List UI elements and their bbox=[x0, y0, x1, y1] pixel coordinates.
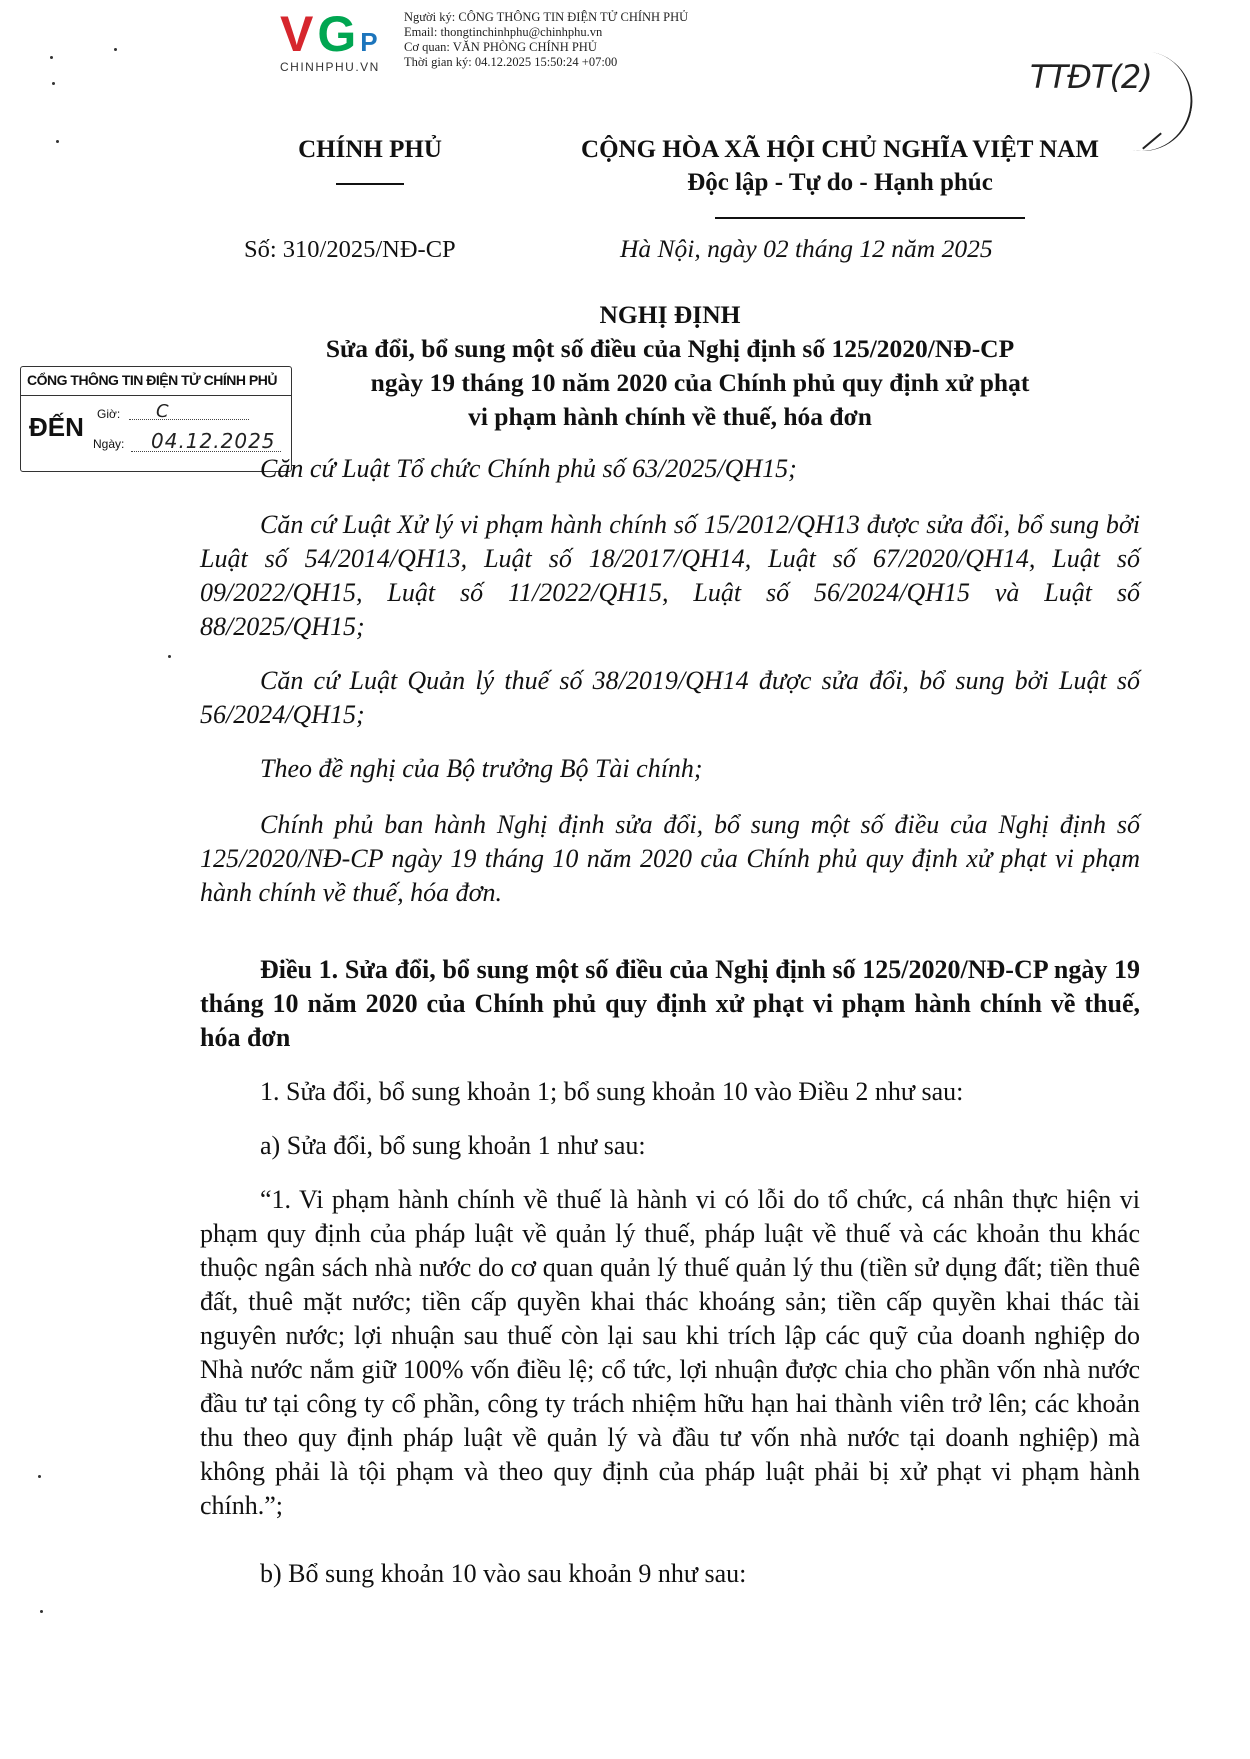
national-motto: Độc lập - Tự do - Hạnh phúc bbox=[687, 169, 993, 196]
title-line-3: vi phạm hành chính về thuế, hóa đơn bbox=[468, 402, 872, 431]
document-date: Hà Nội, ngày 02 tháng 12 năm 2025 bbox=[620, 234, 993, 263]
issuer-name: CHÍNH PHỦ bbox=[298, 136, 442, 163]
stamp-gio-dots bbox=[129, 419, 249, 420]
article-1-heading: Điều 1. Sửa đổi, bổ sung một số điều của Nghị định số 125/2020/NĐ-CP ngày 19 tháng 10 năm 2020 của Chính phủ quy định xử phạt vi phạm hành chính về thuế, hóa đơn bbox=[200, 955, 1140, 1052]
article-1-item-1: 1. Sửa đổi, bổ sung khoản 1; bổ sung khoản 10 vào Điều 2 như sau: bbox=[260, 1077, 964, 1106]
logo-letter-g: G bbox=[317, 6, 361, 62]
stamp-gio-value: C bbox=[156, 401, 169, 422]
stamp-agency: CỔNG THÔNG TIN ĐIỆN TỬ CHÍNH PHỦ bbox=[27, 372, 277, 388]
logo-letter-p: P bbox=[360, 27, 382, 57]
stamp-gio-label: Giờ: bbox=[97, 407, 121, 421]
scan-mark bbox=[38, 1475, 41, 1478]
stamp-den: ĐẾN bbox=[29, 412, 84, 442]
sign-time-line: Thời gian ký: 04.12.2025 15:50:24 +07:00 bbox=[404, 55, 618, 69]
scan-mark bbox=[40, 1610, 43, 1613]
preamble-4: Theo đề nghị của Bộ trưởng Bộ Tài chính; bbox=[260, 754, 703, 783]
logo-letter-v: V bbox=[280, 6, 318, 62]
scan-mark bbox=[50, 56, 53, 59]
vgp-logo bbox=[280, 4, 382, 64]
preamble-1: Căn cứ Luật Tổ chức Chính phủ số 63/2025/QH15; bbox=[260, 454, 797, 483]
agency-line: Cơ quan: VĂN PHÒNG CHÍNH PHỦ bbox=[404, 40, 597, 54]
national-title: CỘNG HÒA XÃ HỘI CHỦ NGHĨA VIỆT NAM bbox=[581, 136, 1099, 163]
title-line-2: ngày 19 tháng 10 năm 2020 của Chính phủ quy định xử phạt bbox=[370, 368, 1030, 397]
issuer-underline bbox=[336, 183, 404, 185]
stamp-ngay-label: Ngày: bbox=[93, 437, 125, 451]
document-number: Số: 310/2025/NĐ-CP bbox=[244, 236, 456, 263]
preamble-3: Căn cứ Luật Quản lý thuế số 38/2019/QH14 được sửa đổi, bổ sung bởi Luật số 56/2024/QH15; bbox=[200, 666, 1140, 729]
scan-mark bbox=[56, 140, 59, 143]
article-1-quote: “1. Vi phạm hành chính về thuế là hành vi có lỗi do tổ chức, cá nhân thực hiện vi phạm quy định của pháp luật về quản lý thuế, pháp luật về thuế và các khoản thu khác thuộc ngân sách nhà nước do cơ quan quản lý thuế quản lý thu (tiền sử dụng đất; tiền thuê đất, thuê mặt nước; tiền cấp quyền khai thác khoáng sản; tiền cấp quyền khai thác tài nguyên nước; lợi nhuận sau thuế còn lại sau khi trích lập các quỹ của doanh nghiệp do Nhà nước nắm giữ 100% vốn điều lệ; cổ tức, lợi nhuận được chia cho phần vốn nhà nước đầu tư tại công ty cổ phần, công ty trách nhiệm hữu hạn hai thành viên trở lên; các khoản thu theo quy định pháp luật về quản lý và đầu tư vốn nhà nước tại doanh nghiệp) mà không phải là tội phạm và theo quy định của pháp luật phải bị xử phạt vi phạm hành chính.”; bbox=[200, 1185, 1140, 1520]
scan-mark bbox=[168, 655, 171, 658]
motto-underline bbox=[715, 217, 1025, 219]
title-line-1: Sửa đổi, bổ sung một số điều của Nghị định số 125/2020/NĐ-CP bbox=[325, 334, 1015, 363]
stamp-divider bbox=[21, 395, 291, 396]
document-type: NGHỊ ĐỊNH bbox=[599, 300, 741, 329]
preamble-2: Căn cứ Luật Xử lý vi phạm hành chính số 15/2012/QH13 được sửa đổi, bổ sung bởi Luật số 54/2014/QH13, Luật số 18/2017/QH14, Luật số 67/2020/QH14, Luật số 09/2022/QH15, Luật số 11/2022/QH15, Luật số 56/2024/QH15 và Luật số 88/2025/QH15; bbox=[200, 510, 1140, 641]
signer-line: Người ký: CÔNG THÔNG TIN ĐIỆN TỬ CHÍNH PHỦ bbox=[404, 10, 689, 24]
logo-subtitle: CHINHPHU.VN bbox=[280, 60, 380, 74]
digital-signature-info bbox=[404, 10, 688, 70]
scan-mark bbox=[52, 82, 55, 85]
stamp-ngay-value: 04.12.2025 bbox=[151, 429, 276, 453]
scan-mark bbox=[114, 48, 117, 51]
preamble-5: Chính phủ ban hành Nghị định sửa đổi, bổ sung một số điều của Nghị định số 125/2020/NĐ-CP ngày 19 tháng 10 năm 2020 của Chính phủ quy định xử phạt vi phạm hành chính về thuế, hóa đơn. bbox=[200, 810, 1140, 907]
article-1-item-b: b) Bổ sung khoản 10 vào sau khoản 9 như sau: bbox=[260, 1559, 747, 1588]
article-1-item-a: a) Sửa đổi, bổ sung khoản 1 như sau: bbox=[260, 1131, 646, 1160]
email-line: Email: thongtinchinhphu@chinhphu.vn bbox=[404, 25, 603, 39]
handwritten-note: TTĐT(2) bbox=[1030, 58, 1152, 96]
